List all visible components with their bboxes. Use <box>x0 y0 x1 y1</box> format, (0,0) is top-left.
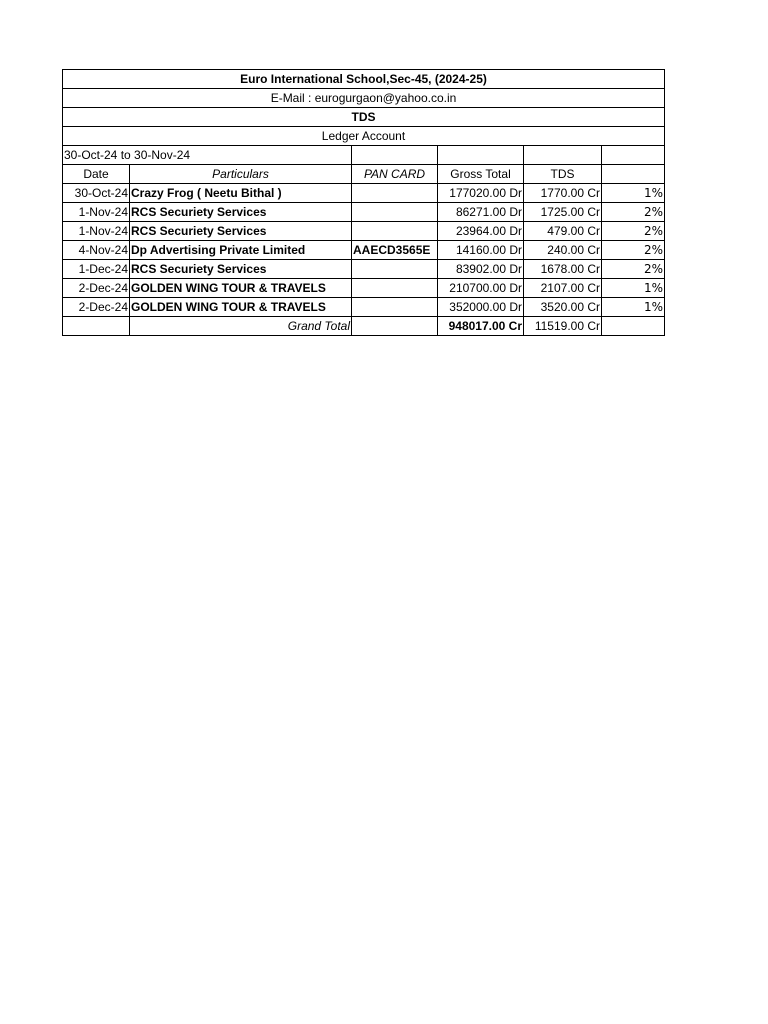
period-blank-cell <box>602 146 665 165</box>
row-particulars: RCS Securiety Services <box>130 222 352 241</box>
row-rate: 2% <box>602 222 665 241</box>
school-email: E-Mail : eurogurgaon@yahoo.co.in <box>63 89 665 108</box>
col-header-rate <box>602 165 665 184</box>
row-tds: 240.00 Cr <box>524 241 602 260</box>
row-tds: 479.00 Cr <box>524 222 602 241</box>
subtitle-row <box>63 127 665 146</box>
account-row <box>63 108 665 127</box>
row-particulars: Crazy Frog ( Neetu Bithal ) <box>130 184 352 203</box>
row-gross: 352000.00 Dr <box>438 298 524 317</box>
row-pan <box>352 184 438 203</box>
row-pan <box>352 203 438 222</box>
col-header-particulars: Particulars <box>130 165 352 184</box>
row-date: 1-Dec-24 <box>63 260 130 279</box>
period-blank-cell <box>352 146 438 165</box>
row-rate: 1% <box>602 298 665 317</box>
period-blank-cell <box>438 146 524 165</box>
email-row <box>63 89 665 108</box>
table-row <box>63 241 665 260</box>
row-date: 1-Nov-24 <box>63 222 130 241</box>
ledger-subtitle: Ledger Account <box>63 127 665 146</box>
title-row <box>63 70 665 89</box>
row-gross: 210700.00 Dr <box>438 279 524 298</box>
row-particulars: RCS Securiety Services <box>130 203 352 222</box>
row-tds: 1678.00 Cr <box>524 260 602 279</box>
period-blank-cell <box>524 146 602 165</box>
row-particulars: Dp Advertising Private Limited <box>130 241 352 260</box>
row-pan: AAECD3565E <box>352 241 438 260</box>
row-gross: 14160.00 Dr <box>438 241 524 260</box>
row-tds: 3520.00 Cr <box>524 298 602 317</box>
row-gross: 23964.00 Dr <box>438 222 524 241</box>
row-tds: 1770.00 Cr <box>524 184 602 203</box>
table-row <box>63 203 665 222</box>
col-header-date: Date <box>63 165 130 184</box>
row-pan <box>352 298 438 317</box>
row-date: 2-Dec-24 <box>63 298 130 317</box>
table-row <box>63 298 665 317</box>
row-particulars: GOLDEN WING TOUR & TRAVELS <box>130 279 352 298</box>
row-tds: 1725.00 Cr <box>524 203 602 222</box>
row-pan <box>352 279 438 298</box>
period-range: 30-Oct-24 to 30-Nov-24 <box>63 146 352 165</box>
row-rate: 1% <box>602 279 665 298</box>
table-row <box>63 260 665 279</box>
row-rate: 2% <box>602 260 665 279</box>
table-row <box>63 222 665 241</box>
col-header-gross: Gross Total <box>438 165 524 184</box>
row-gross: 177020.00 Dr <box>438 184 524 203</box>
row-tds: 2107.00 Cr <box>524 279 602 298</box>
grand-total-tds: 11519.00 Cr <box>524 317 602 336</box>
row-pan <box>352 222 438 241</box>
total-blank-cell <box>63 317 130 336</box>
row-gross: 83902.00 Dr <box>438 260 524 279</box>
row-rate: 1% <box>602 184 665 203</box>
row-date: 1-Nov-24 <box>63 203 130 222</box>
total-blank-cell <box>602 317 665 336</box>
row-pan <box>352 260 438 279</box>
row-date: 4-Nov-24 <box>63 241 130 260</box>
table-row <box>63 279 665 298</box>
account-name: TDS <box>63 108 665 127</box>
table-row <box>63 184 665 203</box>
total-blank-cell <box>352 317 438 336</box>
row-particulars: GOLDEN WING TOUR & TRAVELS <box>130 298 352 317</box>
col-header-pan: PAN CARD <box>352 165 438 184</box>
row-date: 30-Oct-24 <box>63 184 130 203</box>
column-header-row <box>63 165 665 184</box>
row-particulars: RCS Securiety Services <box>130 260 352 279</box>
row-date: 2-Dec-24 <box>63 279 130 298</box>
grand-total-gross: 948017.00 Cr <box>438 317 524 336</box>
grand-total-row <box>63 317 665 336</box>
grand-total-label: Grand Total <box>130 317 352 336</box>
col-header-tds: TDS <box>524 165 602 184</box>
row-rate: 2% <box>602 241 665 260</box>
school-title: Euro International School,Sec-45, (2024-25) <box>63 70 665 89</box>
period-row <box>63 146 665 165</box>
row-gross: 86271.00 Dr <box>438 203 524 222</box>
tds-ledger-table <box>62 69 665 336</box>
row-rate: 2% <box>602 203 665 222</box>
